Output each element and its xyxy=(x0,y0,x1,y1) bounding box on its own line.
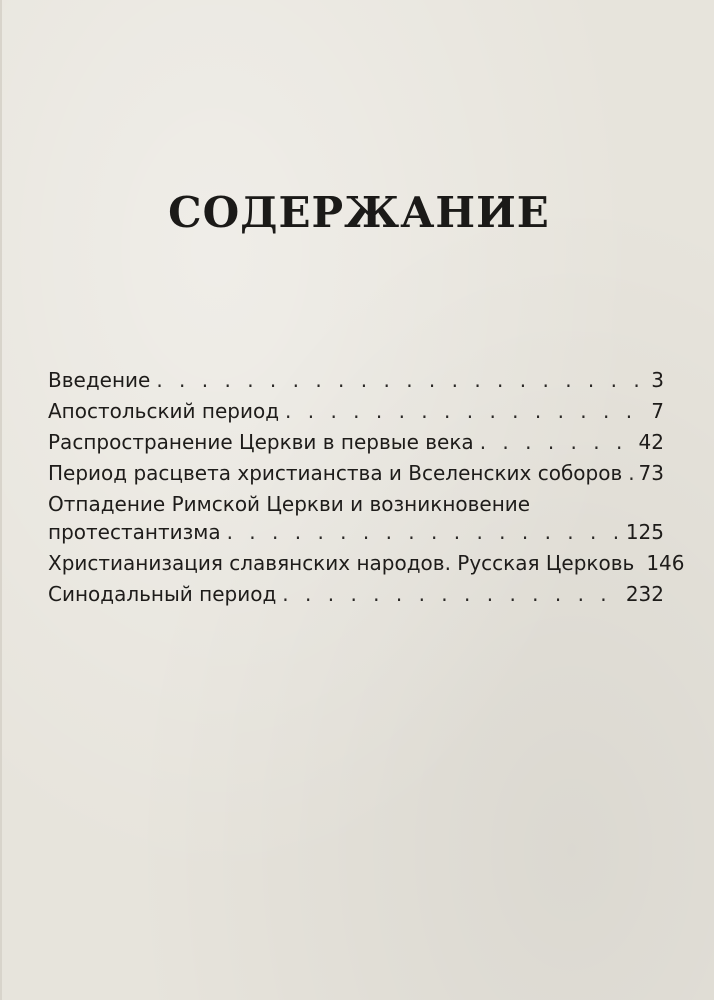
toc-entry-title: Христианизация славянских народов. Русская Церковь xyxy=(48,551,635,575)
toc-entry xyxy=(48,490,664,546)
toc-entry-title-line1: Отпадение Римской Церкви и возникновение xyxy=(48,492,531,516)
dot-leader xyxy=(227,518,620,546)
toc-entry-title: Введение xyxy=(48,368,151,392)
dot-leader xyxy=(480,428,633,456)
dot-leader xyxy=(628,459,632,487)
toc-entry xyxy=(48,366,664,394)
toc-entry-page: 232 xyxy=(625,582,664,606)
toc-entry-title: Апостольский период xyxy=(48,399,280,423)
toc-entry-title: Синодальный период xyxy=(48,582,277,606)
page-title: СОДЕРЖАНИЕ xyxy=(168,188,550,237)
toc-entry-page: 7 xyxy=(651,399,664,423)
toc-entry xyxy=(48,580,664,608)
toc-entry-title: Период расцвета христианства и Вселенских соборов xyxy=(48,461,623,485)
toc-entry-page: 146 xyxy=(646,551,685,575)
toc-entry xyxy=(48,428,664,456)
toc-entry-page: 42 xyxy=(638,430,664,454)
toc-entry-page: 73 xyxy=(638,461,664,485)
toc-entry-title-line2: протестантизма xyxy=(48,520,221,544)
toc-entry xyxy=(48,397,664,425)
table-of-contents xyxy=(48,366,685,611)
dot-leader xyxy=(285,397,645,425)
dot-leader xyxy=(156,366,645,394)
toc-entry xyxy=(48,549,685,577)
toc-entry xyxy=(48,459,664,487)
toc-entry-title: Распространение Церкви в первые века xyxy=(48,430,474,454)
toc-entry-page: 3 xyxy=(651,368,664,392)
dot-leader xyxy=(282,580,620,608)
toc-entry-page: 125 xyxy=(625,520,664,544)
